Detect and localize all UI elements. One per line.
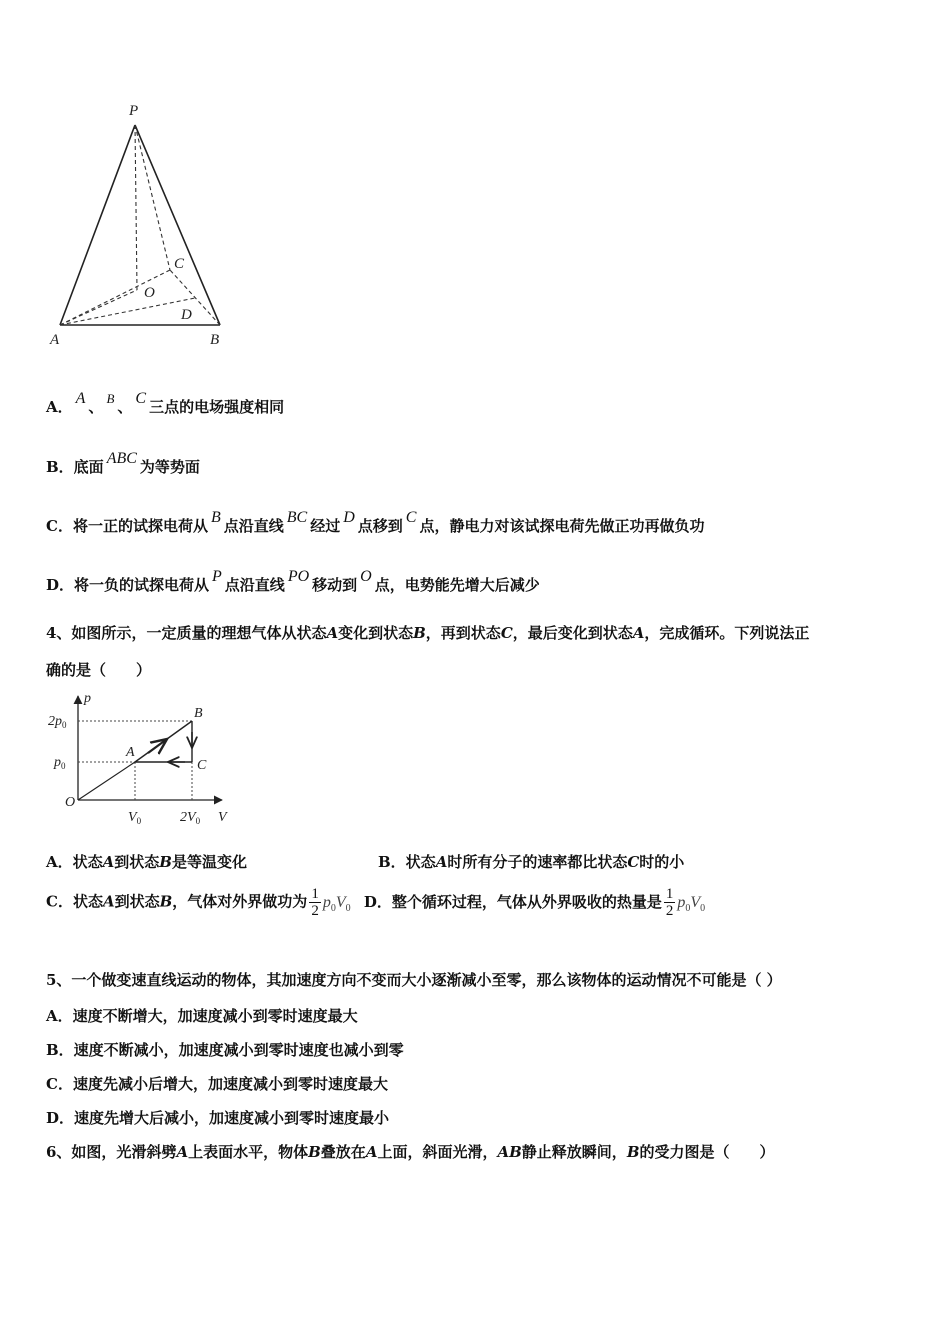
- arrow-a-to-b: [148, 739, 167, 753]
- option-d-text-3: 点，电势能先增大后减少: [374, 576, 540, 594]
- label-bc: BC: [286, 509, 308, 526]
- q4-option-c[interactable]: C．状态A到状态B，气体对外界做功为 $\frac{1}{2}$ $p_0V_0$ D．整个循环过程，气体从外界吸收的热量是 $\frac{1}{2}$ $p_0V_0$: [46, 886, 713, 919]
- line-o-to-a: [78, 762, 135, 800]
- option-c-text-2: 经过: [310, 517, 341, 535]
- label-o: O: [360, 568, 372, 585]
- option-c-prefix: C．将一正的试探电荷从: [46, 517, 208, 535]
- q4-option-b[interactable]: B．状态A时所有分子的速率都比状态C时的小: [378, 853, 685, 871]
- label-p: P: [129, 103, 139, 119]
- edge-bc: [170, 270, 220, 325]
- tick-p0: $p_0$: [54, 755, 66, 771]
- option-b-text: 为等势面: [139, 458, 200, 476]
- tick-2v0: $2V_0$: [180, 810, 201, 826]
- edge-pa: [60, 125, 135, 325]
- q5-option-b[interactable]: B．速度不断减小，加速度减小到零时速度也减小到零: [46, 1041, 404, 1059]
- p-axis-label: p: [84, 691, 91, 706]
- option-c-text-1: 点沿直线: [223, 517, 284, 535]
- tick-2p0: $2p_0$: [48, 714, 67, 730]
- edge-ad: [60, 298, 195, 325]
- q5-option-d[interactable]: D．速度先增大后减小，加速度减小到零时速度最小: [46, 1109, 390, 1127]
- q5-option-a[interactable]: A．速度不断增大，加速度减小到零时速度最大: [46, 1007, 358, 1025]
- label-c: C: [174, 256, 185, 272]
- label-d: D: [343, 509, 355, 526]
- label-a: A: [75, 390, 86, 407]
- q3-option-c[interactable]: [46, 509, 705, 536]
- edge-pc: [135, 125, 170, 270]
- label-d: D: [181, 307, 192, 323]
- point-b-label: B: [194, 706, 203, 721]
- option-b-prefix: B．底面: [46, 458, 104, 476]
- label-a: A: [50, 332, 60, 348]
- fraction-half: $\frac{1}{2}$: [311, 886, 319, 919]
- q4-option-d[interactable]: D．整个循环过程，气体从外界吸收的热量是 $\frac{1}{2}$ $p_0V_0$: [363, 886, 706, 919]
- tetrahedron-figure: [40, 95, 240, 355]
- label-c: C: [135, 390, 147, 407]
- p0v0: $p_0V_0$: [322, 893, 351, 914]
- label-po: PO: [287, 568, 310, 585]
- q5-option-c[interactable]: C．速度先减小后增大，加速度减小到零时速度最大: [46, 1075, 388, 1093]
- q6-stem: 6、如图，光滑斜劈A上表面水平，物体B叠放在A上面，斜面光滑，AB静止释放瞬间，B的受力图是（ ）: [46, 1143, 775, 1161]
- label-b: B: [210, 509, 221, 526]
- label-b: B: [210, 332, 220, 348]
- p0v0: $p_0V_0$: [677, 893, 706, 914]
- q4-stem-line2: 确的是（ ）: [46, 661, 152, 679]
- option-d-text-2: 移动到: [312, 576, 358, 594]
- pv-diagram: [40, 688, 240, 838]
- q3-option-b[interactable]: [46, 450, 200, 477]
- v-axis-label: V: [218, 810, 227, 825]
- label-b: B: [106, 391, 115, 406]
- q5-stem: 5、一个做变速直线运动的物体，其加速度方向不变而大小逐渐减小至零，那么该物体的运动情况不可能是（ ）: [46, 971, 782, 989]
- option-c-text-3: 点移到: [357, 517, 403, 535]
- option-c-text-4: 点，静电力对该试探电荷先做正功再做负功: [419, 517, 705, 535]
- option-d-prefix: D．将一负的试探电荷从: [46, 576, 210, 594]
- option-d-text-1: 点沿直线: [224, 576, 285, 594]
- tick-v0: $V_0$: [128, 810, 142, 826]
- point-c-label: C: [197, 758, 207, 773]
- edge-po: [135, 125, 137, 290]
- point-a-label: A: [126, 745, 135, 760]
- q3-option-d[interactable]: [46, 568, 540, 595]
- label-abc: ABC: [106, 450, 137, 467]
- label-c: C: [405, 509, 417, 526]
- fraction-half: $\frac{1}{2}$: [665, 886, 674, 919]
- separator: 、: [117, 398, 133, 416]
- option-a-prefix: A．: [46, 398, 73, 416]
- separator: 、: [88, 398, 104, 416]
- q4-option-a[interactable]: A．状态A到状态B是等温变化: [46, 853, 247, 871]
- label-p: P: [212, 568, 222, 585]
- option-a-text: 三点的电场强度相同: [149, 398, 285, 416]
- q4-stem-line1: 4、如图所示，一定质量的理想气体从状态A变化到状态B，再到状态C，最后变化到状态A，完成循环。下列说法正: [46, 624, 810, 642]
- q3-option-a[interactable]: [46, 390, 285, 417]
- origin-label: O: [65, 795, 76, 810]
- label-o: O: [144, 285, 155, 301]
